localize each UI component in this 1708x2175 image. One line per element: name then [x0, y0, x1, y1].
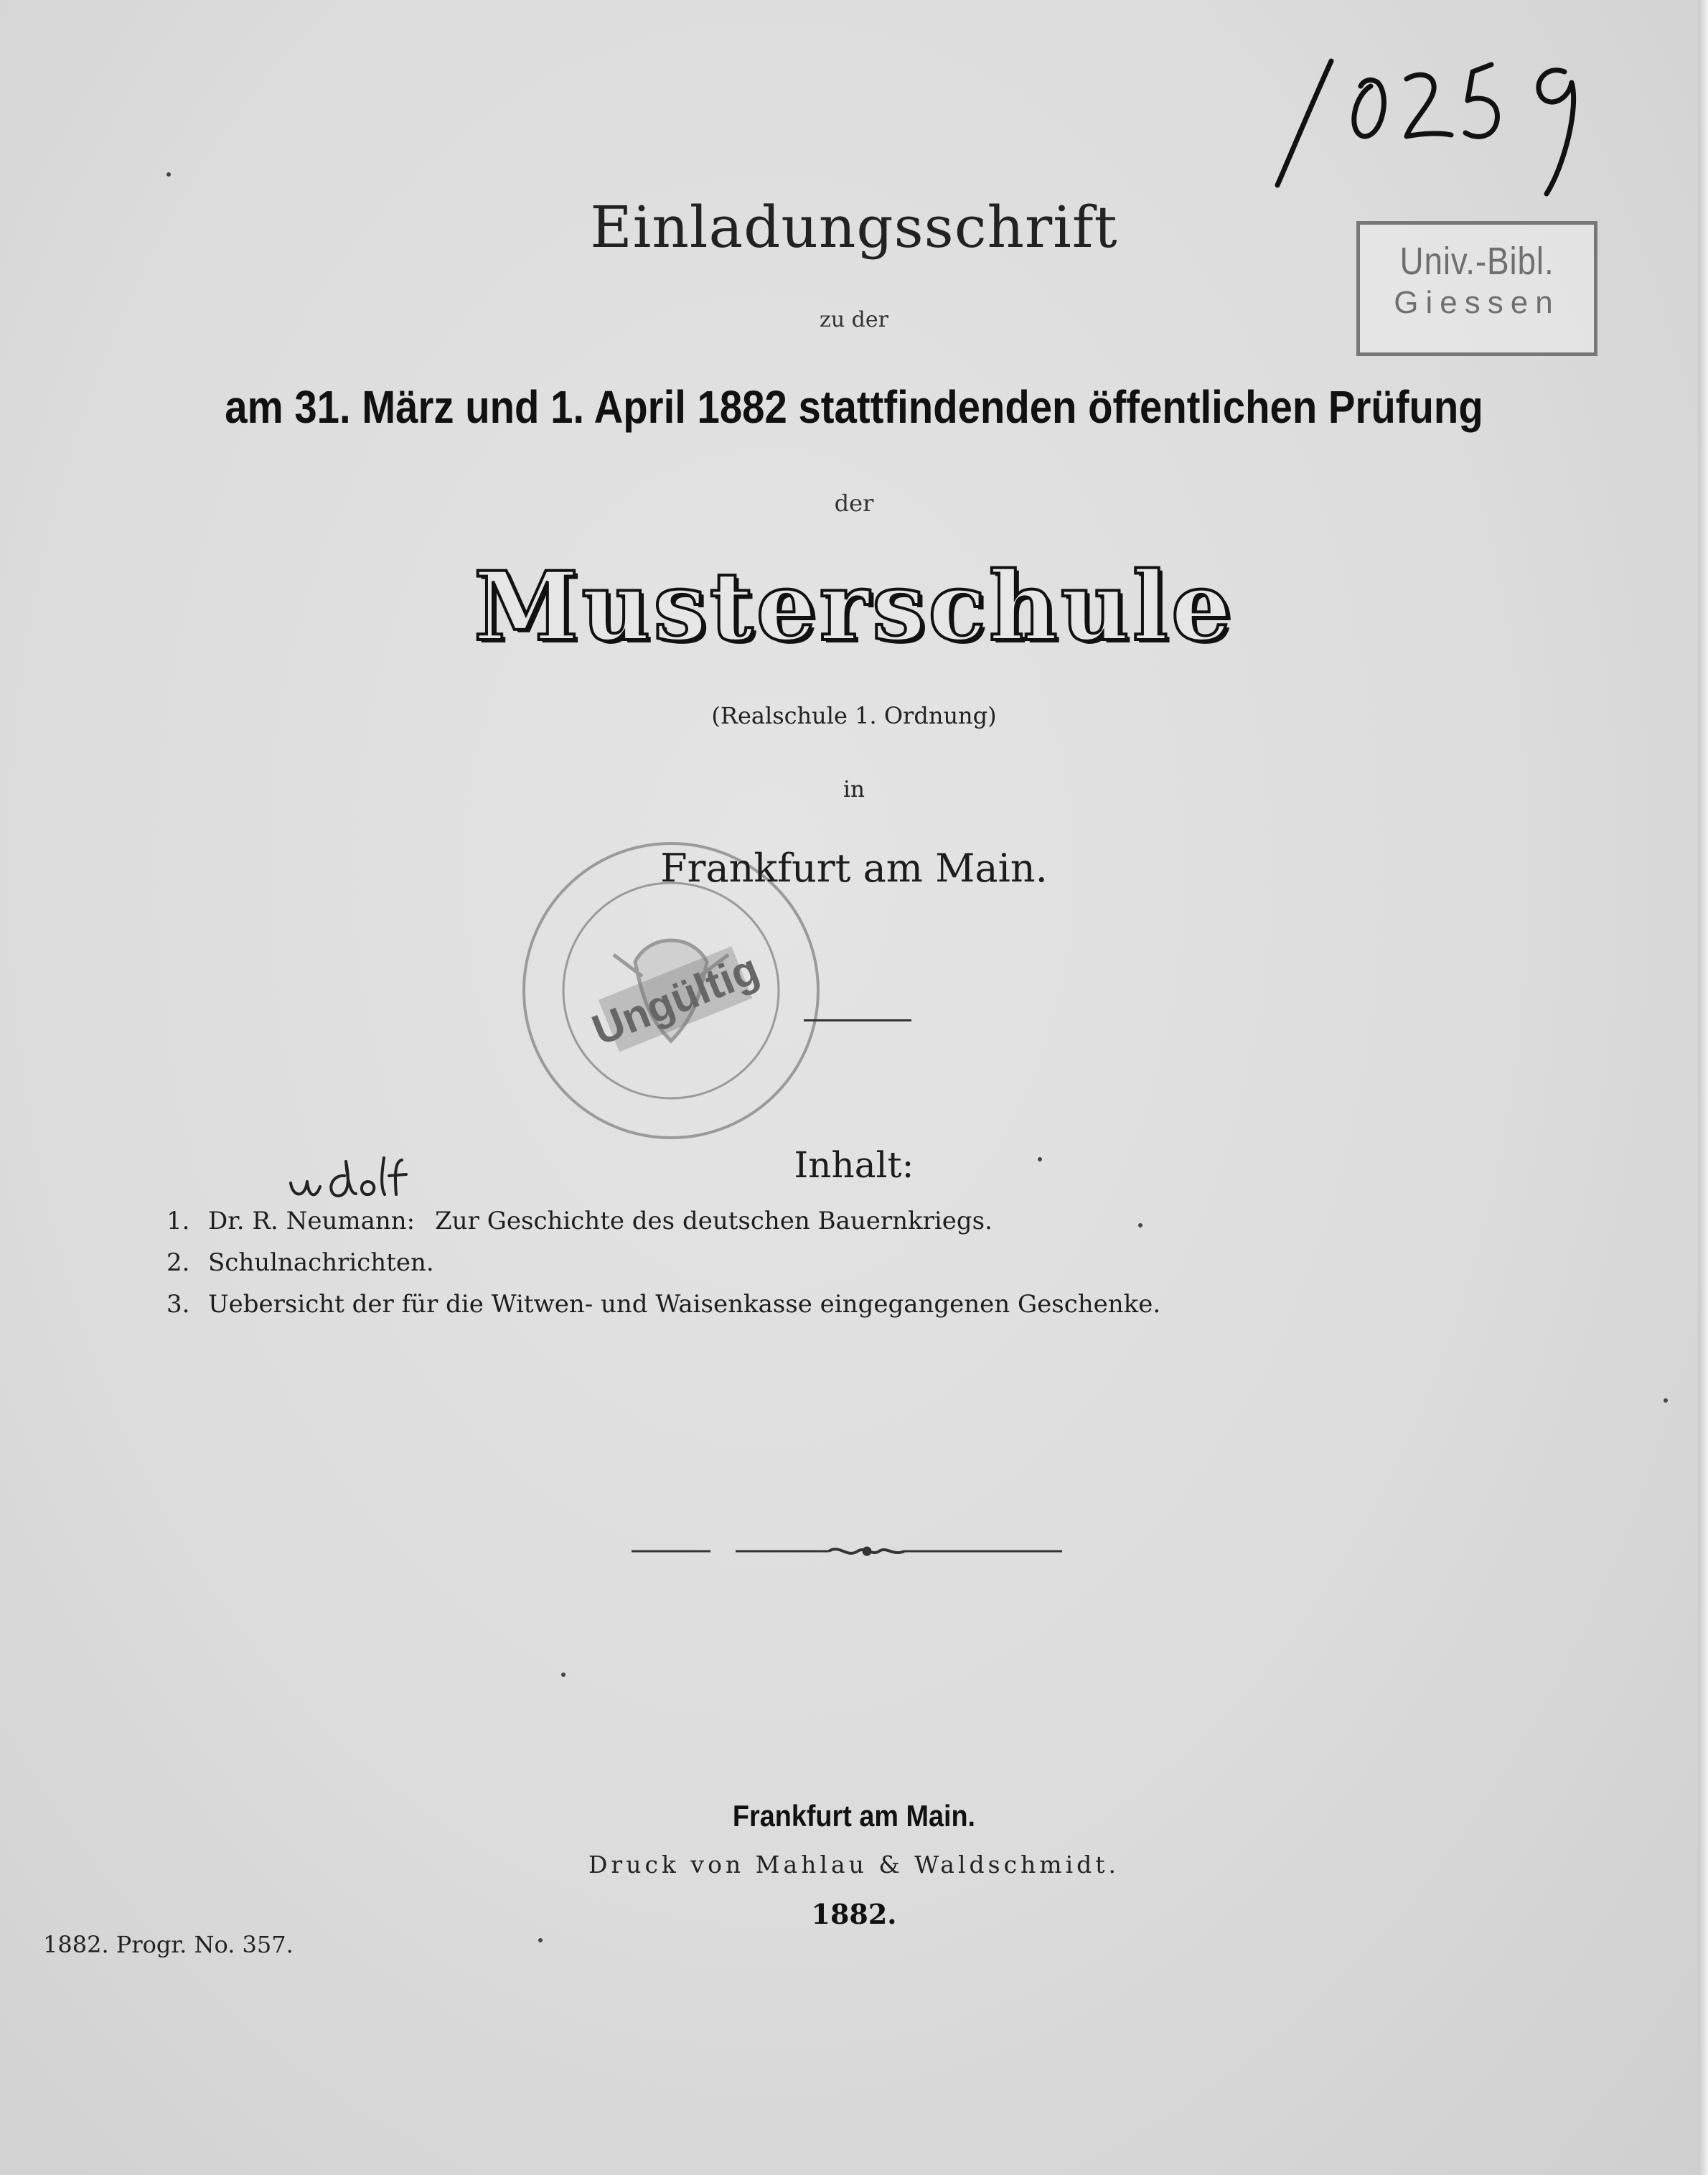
list-item: [166, 1200, 1160, 1242]
ornamental-divider: [632, 1540, 1062, 1562]
document-title: Einladungsschrift: [590, 194, 1118, 261]
exam-line: am 31. März und 1. April 1882 stattfindenden öffentlichen Prüfung: [225, 381, 1483, 433]
library-stamp-line1: Univ.-Bibl.: [1399, 240, 1554, 283]
library-stamp-line2: Giessen: [1394, 285, 1560, 320]
list-item-number: 3.: [166, 1290, 190, 1319]
list-item-text: Schulnachrichten.: [208, 1248, 434, 1277]
school-subtitle: (Realschule 1. Ordnung): [711, 702, 997, 729]
invalid-seal-text: Ungültig: [585, 944, 766, 1054]
imprint-year: 1882.: [811, 1898, 897, 1930]
list-item: [166, 1283, 1160, 1325]
contents-heading: Inhalt:: [794, 1144, 914, 1186]
divider-line: [804, 1019, 911, 1021]
list-item-text: Uebersicht der für die Witwen- und Waisenkasse eingegangenen Geschenke.: [208, 1290, 1161, 1319]
imprint-printer: Druck von Mahlau & Waldschmidt.: [588, 1851, 1120, 1879]
list-item-author: Dr. R. Neumann:: [208, 1207, 416, 1235]
list-item-number: 1.: [166, 1207, 190, 1235]
program-number: 1882. Progr. No. 357.: [43, 1931, 294, 1958]
handwritten-annotation-text: Adolf: [287, 1154, 289, 1155]
city-line: Frankfurt am Main.: [660, 846, 1048, 891]
school-name: Musterschule: [474, 551, 1234, 663]
list-item-text: Zur Geschichte des deutschen Bauernkriegs.: [435, 1207, 993, 1235]
imprint-city: Frankfurt am Main.: [732, 1799, 976, 1833]
contents-list: [166, 1200, 1160, 1325]
in-text: in: [843, 777, 865, 803]
handwritten-accession-number: [1263, 29, 1636, 201]
list-item-number: 2.: [166, 1248, 190, 1277]
list-item: [166, 1242, 1160, 1283]
der-text: der: [834, 490, 874, 517]
zu-der-text: zu der: [820, 307, 888, 332]
